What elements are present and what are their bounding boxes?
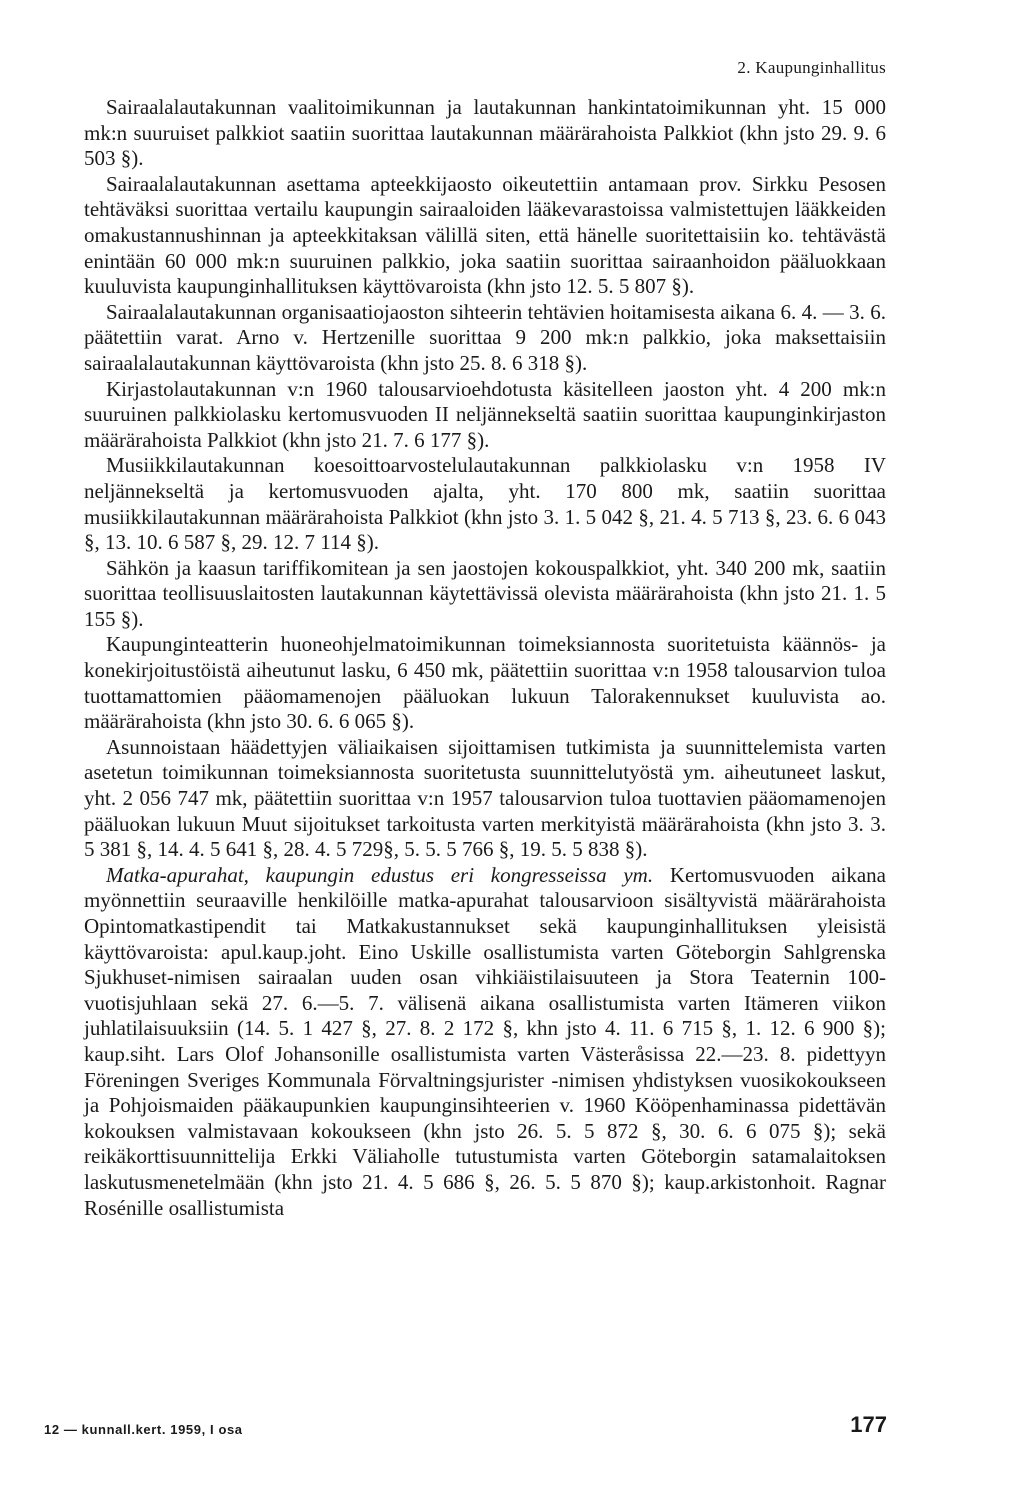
paragraph: Kaupunginteatterin huoneohjelmatoimikunnan toimeksiannosta suoritetuista käännös- ja konekirjoitustöistä aiheutunut lasku, 6 450 mk, päätettiin suorittaa v:n 1958 talousarvion tuloa tuottamattomien pääomamenojen pääluokan lukuun Talorakennukset kuuluvista ao. määrärahoista (khn jsto 30. 6. 6 065 §). <box>84 632 886 734</box>
paragraph: Sähkön ja kaasun tariffikomitean ja sen jaostojen kokouspalkkiot, yht. 340 200 mk, saatiin suorittaa teollisuuslaitosten lautakunnan käytettävissä olevista määrärahoista (khn jsto 21. 1. 5 155 §). <box>84 555 886 631</box>
page-number: 177 <box>850 1412 887 1437</box>
page-body <box>84 95 886 1221</box>
paragraph: Sairaalalautakunnan asettama apteekkijaosto oikeutettiin antamaan prov. Sirkku Pesosen tehtäväksi suorittaa vertailu kaupungin sairaaloiden lääkevarastoissa valmistettujen lääkkeiden omakustannushinnan ja apteekkitaksan välillä siten, että hänelle suoritettaisiin ko. tehtävästä enintään 60 000 mk:n suuruinen palkkio, joka saatiin suorittaa sairaanhoidon pääluokkaan kuuluvista kaupunginhallituksen käyttövaroista (khn jsto 12. 5. 5 807 §). <box>84 171 886 299</box>
paragraph-with-lead <box>84 863 886 1221</box>
paragraph: Musiikkilautakunnan koesoittoarvostelulautakunnan palkkiolasku v:n 1958 IV neljännekseltä ja kertomusvuoden ajalta, yht. 170 800 mk, saatiin suorittaa musiikkilautakunnan määrärahoista Palkkiot (khn jsto 3. 1. 5 042 §, 21. 4. 5 713 §, 23. 6. 6 043 §, 13. 10. 6 587 §, 29. 12. 7 114 §). <box>84 453 886 555</box>
section-lead: Matka-apurahat, kaupungin edustus eri kongresseissa ym. <box>106 862 654 887</box>
paragraph: Asunnoistaan häädettyjen väliaikaisen sijoittamisen tutkimista ja suunnittelemista varten asetetun toimikunnan toimeksiannosta suoritetusta suunnittelutyöstä ym. aiheutuneet laskut, yht. 2 056 747 mk, päätettiin suorittaa v:n 1957 talousarvion tuloa tuottavien pääomamenojen pääluokan lukuun Muut sijoitukset tarkoitusta varten merkityistä määrärahoista (khn jsto 3. 3. 5 381 §, 14. 4. 5 641 §, 28. 4. 5 729§, 5. 5. 5 766 §, 19. 5. 5 838 §). <box>84 734 886 862</box>
paragraph: Sairaalalautakunnan vaalitoimikunnan ja lautakunnan hankintatoimikunnan yht. 15 000 mk:n suuruiset palkkiot saatiin suorittaa lautakunnan määrärahoista Palkkiot (khn jsto 29. 9. 6 503 §). <box>84 95 886 171</box>
running-head: 2. Kaupunginhallitus <box>737 58 886 77</box>
paragraph: Sairaalalautakunnan organisaatiojaoston sihteerin tehtävien hoitamisesta aikana 6. 4. — 3. 6. päätettiin varat. Arno v. Hertzenille suorittaa 9 200 mk:n palkkio, joka maksettaisiin sairaalalautakunnan käyttövaroista (khn jsto 25. 8. 6 318 §). <box>84 299 886 375</box>
paragraph-text: Kertomusvuoden aikana myönnettiin seuraaville henkilöille matka-apurahat talousarvioon sisältyvistä määrärahoista Opintomatkastipendit tai Matkakustannukset sekä kaupunginhallituksen yleisistä käyttövaroista: apul.kaup.joht. Eino Uskille osallistumista varten Göteborgin Sahlgrenska Sjukhuset-nimisen sairaalan uuden osan vihkiäistilaisuuteen ja Stora Teaternin 100-vuotisjuhlaan sekä 27. 6.—5. 7. välisenä aikana osallistumista varten Itämeren viikon juhlatilaisuuksiin (14. 5. 1 427 §, 27. 8. 2 172 §, khn jsto 4. 11. 6 715 §, 1. 12. 6 900 §); kaup.siht. Lars Olof Johansonille osallistumista varten Västeråsissa 22.—23. 8. pidettyyn Föreningen Sveriges Kommunala Förvaltningsjurister -nimisen yhdistyksen vuosikokoukseen ja Pohjoismaiden pääkaupunkien kaupunginsihteerien v. 1960 Kööpenhaminassa pidettävän kokouksen valmistavaan kokoukseen (khn jsto 26. 5. 5 872 §, 30. 6. 6 075 §); sekä reikäkorttisuunnittelija Erkki Väliaholle tutustumista varten Göteborgin satamalaitoksen laskutusmenetelmään (khn jsto 21. 4. 5 686 §, 26. 5. 5 870 §); kaup.arkistonhoit. Ragnar Rosénille osallistumista <box>84 862 887 1220</box>
paragraph: Kirjastolautakunnan v:n 1960 talousarvioehdotusta käsitelleen jaoston yht. 4 200 mk:n suuruinen palkkiolasku kertomusvuoden II neljännekseltä saatiin suorittaa kaupunginkirjaston määrärahoista Palkkiot (khn jsto 21. 7. 6 177 §). <box>84 376 886 452</box>
imprint-line: 12 — kunnall.kert. 1959, I osa <box>44 1422 243 1437</box>
